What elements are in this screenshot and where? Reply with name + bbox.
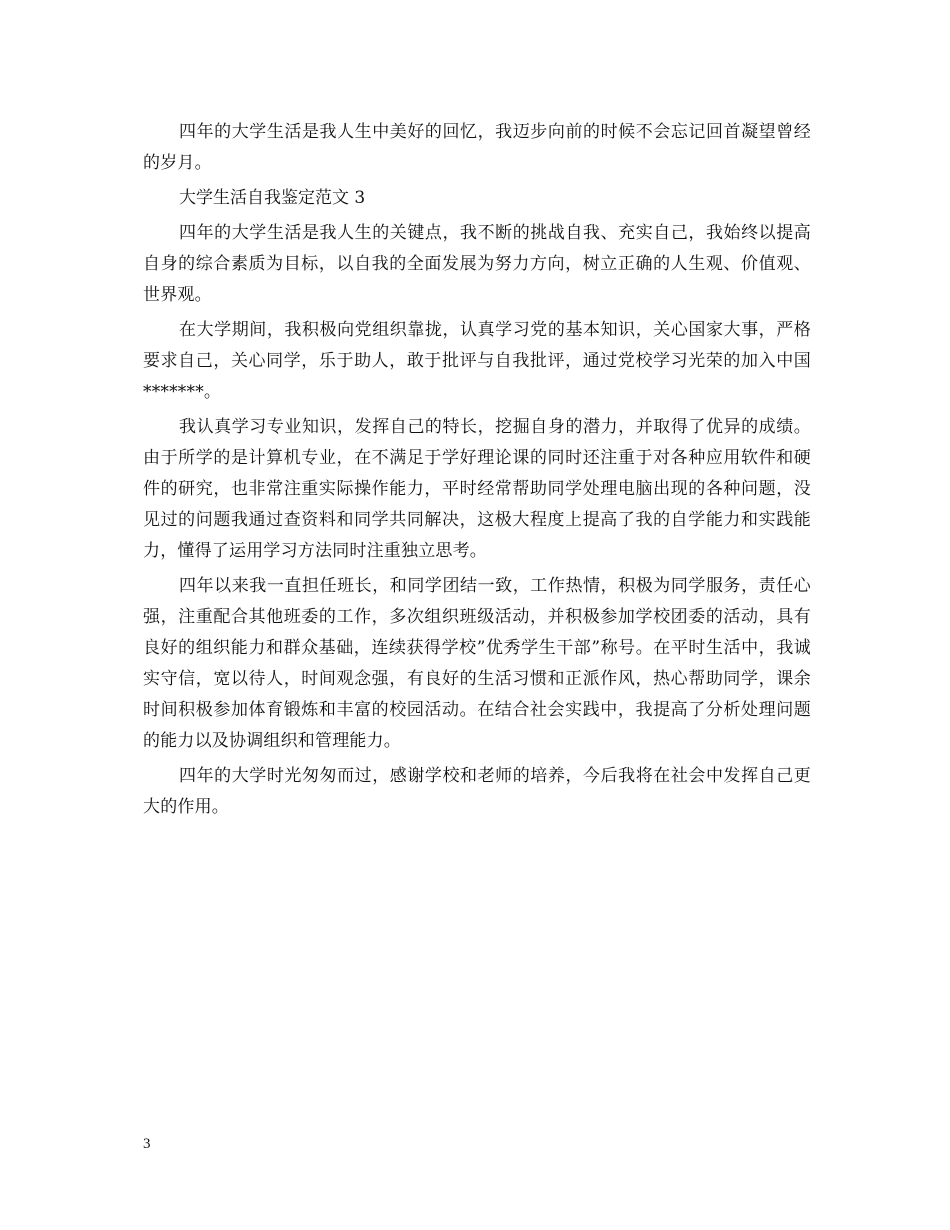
paragraph-conclusion: 四年的大学时光匆匆而过，感谢学校和老师的培养，今后我将在社会中发挥自己更大的作用。 <box>143 766 811 817</box>
paragraph-closing-memory: 四年的大学生活是我人生中美好的回忆，我迈步向前的时候不会忘记回首凝望曾经的岁月。 <box>143 122 811 173</box>
page-number: 3 <box>143 1136 151 1152</box>
paragraph-study: 我认真学习专业知识，发挥自己的特长，挖掘自身的潜力，并取得了优异的成绩。由于所学的是计算机专业，在不满足于学好理论课的同时还注重于对各种应用软件和硬件的研究，也非常注重实际操作能力，平时经常帮助同学处理电脑出现的各种问题，没见过的问题我通过查资料和同学共同解决，这极大程度上提高了我的自学能力和实践能力，懂得了运用学习方法同时注重独立思考。 <box>143 417 811 561</box>
paragraph-intro: 四年的大学生活是我人生的关键点，我不断的挑战自我、充实自己，我始终以提高自身的综合素质为目标，以自我的全面发展为努力方向，树立正确的人生观、价值观、世界观。 <box>143 223 811 305</box>
document-body <box>143 117 811 827</box>
paragraph-party: 在大学期间，我积极向党组织靠拢，认真学习党的基本知识，关心国家大事，严格要求自己，关心同学，乐于助人，敢于批评与自我批评，通过党校学习光荣的加入中国*******。 <box>143 320 811 402</box>
section-heading: 大学生活自我鉴定范文 3 <box>179 188 366 208</box>
paragraph-class-monitor: 四年以来我一直担任班长，和同学团结一致，工作热情，积极为同学服务，责任心强，注重配合其他班委的工作，多次组织班级活动，并积极参加学校团委的活动，具有良好的组织能力和群众基础，连续获得学校”优秀学生干部”称号。在平时生活中，我诚实守信，宽以待人，时间观念强，有良好的生活习惯和正派作风，热心帮助同学，课余时间积极参加体育锻炼和丰富的校园活动。在结合社会实践中，我提高了分析处理问题的能力以及协调组织和管理能力。 <box>143 576 811 751</box>
